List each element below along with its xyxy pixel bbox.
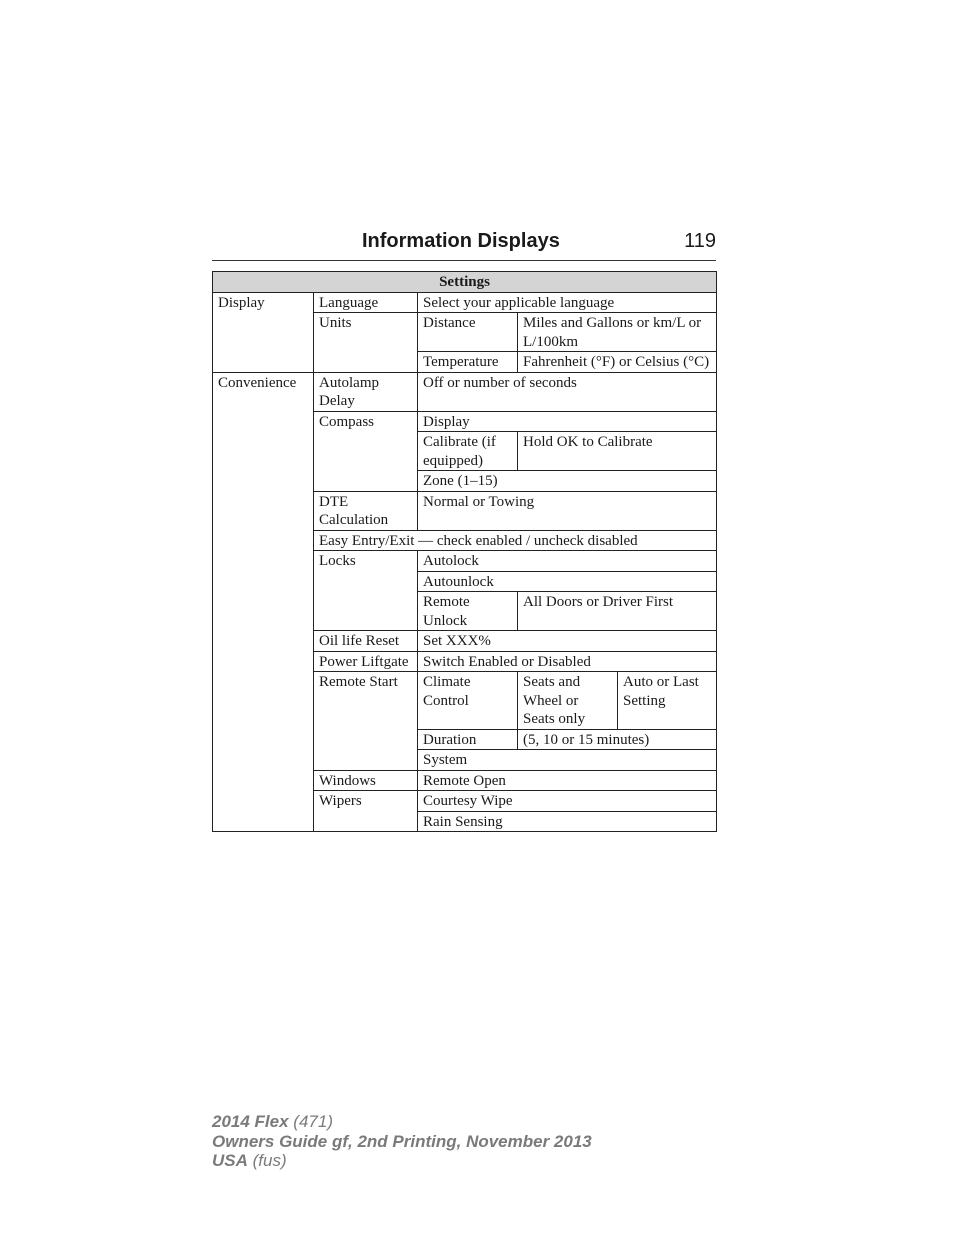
settings-table [212, 271, 717, 832]
table-row [213, 292, 717, 313]
value-calibrate: Hold OK to Calibrate [518, 432, 717, 471]
footer-line-guide [212, 1132, 592, 1152]
value-remote-unlock: All Doors or Driver First [518, 592, 717, 631]
footer-market: USA [212, 1151, 248, 1170]
setting-duration: Duration [418, 729, 518, 750]
footer-market-code: (fus) [252, 1151, 287, 1170]
setting-calibrate: Calibrate (if equipped) [418, 432, 518, 471]
setting-oil-life: Oil life Reset [314, 631, 418, 652]
table-row [213, 372, 717, 411]
footer-guide: Owners Guide gf, 2nd Printing, November 2013 [212, 1131, 592, 1151]
value-autolock: Autolock [418, 551, 717, 572]
value-oil-life: Set XXX% [418, 631, 717, 652]
setting-dte: DTE Calculation [314, 491, 418, 530]
setting-locks: Locks [314, 551, 418, 631]
setting-remote-unlock: Remote Unlock [418, 592, 518, 631]
value-language: Select your applicable language [418, 292, 717, 313]
value-distance: Miles and Gallons or km/L or L/100km [518, 313, 717, 352]
category-display: Display [213, 292, 314, 372]
value-climate-setting: Auto or Last Setting [618, 672, 717, 730]
setting-climate-control: Climate Control [418, 672, 518, 730]
setting-distance: Distance [418, 313, 518, 352]
table-title: Settings [213, 272, 717, 293]
value-zone: Zone (1–15) [418, 471, 717, 492]
value-compass-display: Display [418, 411, 717, 432]
value-courtesy-wipe: Courtesy Wipe [418, 791, 717, 812]
setting-power-liftgate: Power Liftgate [314, 651, 418, 672]
setting-units: Units [314, 313, 418, 373]
footer-model-code: (471) [293, 1112, 333, 1131]
page-number: 119 [684, 230, 716, 252]
value-windows: Remote Open [418, 770, 717, 791]
page-footer [212, 1112, 592, 1171]
setting-easy-entry: Easy Entry/Exit — check enabled / uncheck disabled [314, 530, 717, 551]
footer-model: 2014 Flex [212, 1112, 289, 1131]
value-rain-sensing: Rain Sensing [418, 811, 717, 832]
value-autounlock: Autounlock [418, 571, 717, 592]
value-system: System [418, 750, 717, 771]
setting-wipers: Wipers [314, 791, 418, 832]
value-temperature: Fahrenheit (°F) or Celsius (°C) [518, 352, 717, 373]
table-header-row [213, 272, 717, 293]
section-title: Information Displays [362, 230, 560, 252]
value-duration: (5, 10 or 15 minutes) [518, 729, 717, 750]
value-autolamp: Off or number of seconds [418, 372, 717, 411]
setting-language: Language [314, 292, 418, 313]
value-power-liftgate: Switch Enabled or Disabled [418, 651, 717, 672]
value-climate: Seats and Wheel or Seats only [518, 672, 618, 730]
footer-line-model [212, 1112, 592, 1132]
category-convenience: Convenience [213, 372, 314, 832]
page-header [212, 228, 716, 261]
setting-temperature: Temperature [418, 352, 518, 373]
footer-line-market [212, 1151, 592, 1171]
setting-compass: Compass [314, 411, 418, 491]
setting-autolamp: Autolamp Delay [314, 372, 418, 411]
value-dte: Normal or Towing [418, 491, 717, 530]
setting-windows: Windows [314, 770, 418, 791]
setting-remote-start: Remote Start [314, 672, 418, 771]
